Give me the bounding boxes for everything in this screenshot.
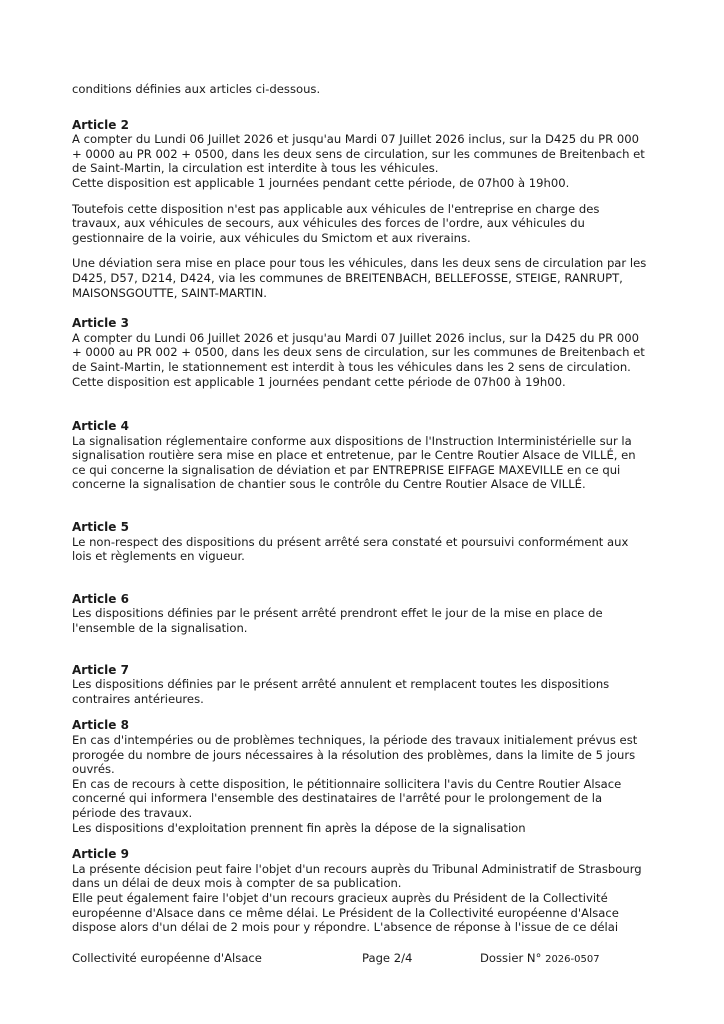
article-line: lois et règlements en vigueur. <box>72 549 245 564</box>
article-5 <box>72 520 654 564</box>
article-line: de Saint-Martin, la circulation est interdite à tous les véhicules. <box>72 161 439 176</box>
article-line: Elle peut également faire l'objet d'un recours gracieux auprès du Président de la Collectivité <box>72 890 608 905</box>
article-line: Le non-respect des dispositions du présent arrêté sera constaté et poursuivi conformément aux <box>72 534 629 549</box>
article-line: Une déviation sera mise en place pour tous les véhicules, dans les deux sens de circulation par les <box>72 256 647 271</box>
article-line: En cas d'intempéries ou de problèmes techniques, la période des travaux initialement prévus est <box>72 733 638 747</box>
article-line: prorogée du nombre de jours nécessaires à la résolution des problèmes, dans la limite de 5 jours <box>72 747 636 762</box>
footer-dossier <box>480 951 600 965</box>
article-line: ce qui concerne la signalisation de déviation et par ENTREPRISE EIFFAGE MAXEVILLE en ce qui <box>72 462 621 477</box>
document-body <box>72 82 654 935</box>
article-line: D425, D57, D214, D424, via les communes de BREITENBACH, BELLEFOSSE, STEIGE, RANRUPT, <box>72 270 623 285</box>
article-line: européenne d'Alsace dans ce même délai. Le Président de la Collectivité européenne d'Alsace <box>72 905 619 920</box>
article-line: En cas de recours à cette disposition, le pétitionnaire sollicitera l'avis du Centre Routier Alsace <box>72 776 622 791</box>
article-8 <box>72 718 654 835</box>
article-line: signalisation routière sera mise en place et entretenue, par le Centre Routier Alsace de VILLÉ, en <box>72 448 636 463</box>
article-9 <box>72 847 654 935</box>
article-line: ouvrés. <box>72 762 115 777</box>
article-line: La présente décision peut faire l'objet d'un recours auprès du Tribunal Administratif de Strasbourg <box>72 861 642 876</box>
article-line: gestionnaire de la voirie, aux véhicules du Smictom et aux riverains. <box>72 230 471 245</box>
article-line <box>72 245 654 256</box>
article-6 <box>72 592 654 636</box>
article-line: l'ensemble de la signalisation. <box>72 621 248 636</box>
article-line: dans un délai de deux mois à compter de sa publication. <box>72 876 402 891</box>
footer-dossier-number: 2026-0507 <box>545 954 600 965</box>
article-line: MAISONSGOUTTE, SAINT-MARTIN. <box>72 285 267 300</box>
article-line: + 0000 au PR 002 + 0500, dans les deux sens de circulation, sur les communes de Breitenbach et <box>72 345 645 360</box>
article-title: Article 2 <box>72 117 129 132</box>
footer-dossier-label: Dossier N° <box>480 951 542 965</box>
article-line: travaux, aux véhicules de secours, aux véhicules des forces de l'ordre, aux véhicules du <box>72 216 585 231</box>
article-line: Les dispositions définies par le présent arrêté annulent et remplacent toutes les dispositions <box>72 677 610 692</box>
article-line: Les dispositions définies par le présent arrêté prendront effet le jour de la mise en place de <box>72 606 603 621</box>
footer-page-number: Page 2/4 <box>362 951 413 965</box>
article-line: de Saint-Martin, le stationnement est interdit à tous les véhicules dans les 2 sens de circulation. <box>72 359 631 374</box>
article-line: La signalisation réglementaire conforme aux dispositions de l'Instruction Interministérielle sur la <box>72 433 632 448</box>
article-title: Article 3 <box>72 316 129 331</box>
article-title: Article 4 <box>72 419 129 434</box>
footer-organization: Collectivité européenne d'Alsace <box>72 951 262 965</box>
article-line: concerné qui informera l'ensemble des destinataires de l'arrêté pour le prolongement de la <box>72 791 603 806</box>
article-3 <box>72 316 654 389</box>
article-line: A compter du Lundi 06 Juillet 2026 et jusqu'au Mardi 07 Juillet 2026 inclus, sur la D425 du PR 000 <box>72 132 640 147</box>
article-line: période des travaux. <box>72 805 193 820</box>
intro-line: conditions définies aux articles ci-dessous. <box>72 82 321 96</box>
article-title: Article 8 <box>72 718 129 733</box>
article-line: Les dispositions d'exploitation prennent fin après la dépose de la signalisation <box>72 820 526 835</box>
article-line: + 0000 au PR 002 + 0500, dans les deux sens de circulation, sur les communes de Breitenbach et <box>72 146 645 161</box>
article-line: A compter du Lundi 06 Juillet 2026 et jusqu'au Mardi 07 Juillet 2026 inclus, sur la D425 du PR 000 <box>72 330 640 345</box>
article-line: Toutefois cette disposition n'est pas applicable aux véhicules de l'entreprise en charge des <box>72 201 600 216</box>
article-7 <box>72 663 654 707</box>
article-line: Cette disposition est applicable 1 journées pendant cette période, de 07h00 à 19h00. <box>72 175 570 190</box>
article-2 <box>72 118 654 301</box>
article-title: Article 5 <box>72 520 129 535</box>
article-title: Article 7 <box>72 662 129 677</box>
article-line <box>72 191 654 202</box>
article-title: Article 6 <box>72 591 129 606</box>
article-line: contraires antérieures. <box>72 691 204 706</box>
article-4 <box>72 419 654 492</box>
article-line: dispose alors d'un délai de 2 mois pour y répondre. L'absence de réponse à l'issue de ce délai <box>72 920 619 935</box>
article-line: concerne la signalisation de chantier sous le contrôle du Centre Routier Alsace de VILLÉ. <box>72 477 586 492</box>
article-title: Article 9 <box>72 847 129 862</box>
article-line: Cette disposition est applicable 1 journées pendant cette période de 07h00 à 19h00. <box>72 374 566 389</box>
